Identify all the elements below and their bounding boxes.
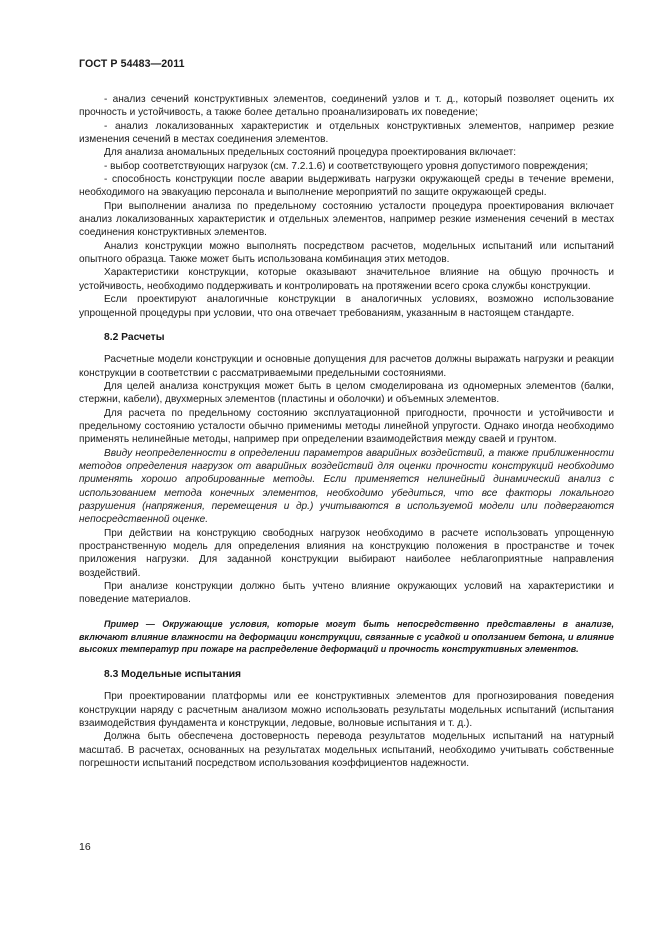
paragraph: - выбор соответствующих нагрузок (см. 7.2.1.6) и соответствующего уровня допустимого повреждения; bbox=[104, 160, 589, 172]
paragraph: При выполнении анализа по предельному состоянию усталости процедура проектирования включает анализ локализованных характеристик и отдельных элементов, например резкие изменения сечений в местах соединения конструктивных элементов. bbox=[79, 200, 614, 239]
paragraph-italic: Ввиду неопределенности в определении параметров аварийных воздействий, а также приближенности методов определения нагрузок от аварийных воздействий для оценки прочности конструкций необходимо применять хорошо апробированные методы. Если применяется нелинейный динамический анализ с использованием метода конечных элементов, необходимо убедиться, что все факторы локального разрушения (напряжения, перемещения и др.) учитываются в используемой модели или подвергаются непосредственной оценке. bbox=[79, 447, 614, 526]
document-header: ГОСТ Р 54483—2011 bbox=[79, 58, 185, 70]
paragraph: Анализ конструкции можно выполнять посредством расчетов, модельных испытаний или испытаний опытного образца. Также может быть использована комбинация этих методов. bbox=[79, 240, 614, 266]
paragraph: Должна быть обеспечена достоверность перевода результатов модельных испытаний на натурный масштаб. В расчетах, основанных на результатах модельных испытаний, необходимо учитывать собственные погрешности испытаний посредством использования коэффициентов надежности. bbox=[79, 731, 614, 770]
paragraph: - анализ сечений конструктивных элементов, соединений узлов и т. д., который позволяет оценить их прочность и устойчивость, а также более детально проанализировать их поведение; bbox=[79, 94, 614, 119]
paragraph: При проектировании платформы или ее конструктивных элементов для прогнозирования поведения конструкции наряду с расчетным анализом можно использовать результаты модельных испытаний (испытания взаимодействия фундамента и конструкции, ледовые, волновые испытания и т. д.). bbox=[79, 691, 614, 730]
paragraph: При действии на конструкцию свободных нагрузок необходимо в расчете использовать упрощенную пространственную модель для определения влияния на конструкцию положения в пространстве и точек приложения нагрузки. Для заданной конструкции выбирают наиболее неблагоприятные направления воздействий. bbox=[79, 527, 614, 579]
paragraph: Расчетные модели конструкции и основные допущения для расчетов должны выражать нагрузки и реакции конструкции в соответствии с рассматриваемыми предельными состояниями. bbox=[79, 354, 614, 379]
section-heading-8-3: 8.3 Модельные испытания bbox=[104, 669, 242, 681]
paragraph: Характеристики конструкции, которые оказывают значительное влияние на общую прочность и устойчивость, необходимо поддерживать и контролировать на протяжении всего срока службы конструкции. bbox=[79, 267, 614, 292]
page-number: 16 bbox=[79, 841, 91, 853]
paragraph: Для анализа аномальных предельных состояний процедура проектирования включает: bbox=[104, 147, 517, 159]
paragraph: Для расчета по предельному состоянию эксплуатационной пригодности, прочности и устойчивости и предельному состоянию усталости обычно применимы методы линейной упругости. Однако иногда необходимо применять нелинейные методы, например при определении взаимодействия между сваей и грунтом. bbox=[79, 407, 614, 446]
paragraph: - способность конструкции после аварии выдерживать нагрузки окружающей среды в течение времени, необходимого на эвакуацию персонала и выполнение мероприятий по защите окружающей среды. bbox=[79, 174, 614, 199]
paragraph: - анализ локализованных характеристик и отдельных конструктивных элементов, например резкие изменения сечений в местах соединения элементов. bbox=[79, 120, 614, 146]
document-body bbox=[79, 93, 614, 771]
paragraph: Если проектируют аналогичные конструкции в аналогичных условиях, возможно использование упрощенной процедуры при условии, что она отвечает требованиям, указанным в настоящем стандарте. bbox=[79, 294, 614, 319]
example-note: Пример — Окружающие условия, которые могут быть непосредственно представлены в анализе, включают влияние влажности на деформации конструкции, связанные с усадкой и оползанием бетона, и влияние высоких температур при пожаре на распределение деформаций и прочность конструктивных элементов. bbox=[79, 618, 614, 655]
section-heading-8-2: 8.2 Расчеты bbox=[104, 331, 165, 343]
paragraph: Для целей анализа конструкция может быть в целом смоделирована из одномерных элементов (балки, стержни, кабели), двухмерных элементов (пластины и оболочки) и объемных элементов. bbox=[79, 380, 614, 406]
paragraph: При анализе конструкции должно быть учтено влияние окружающих условий на характеристики и поведение материалов. bbox=[79, 581, 614, 606]
